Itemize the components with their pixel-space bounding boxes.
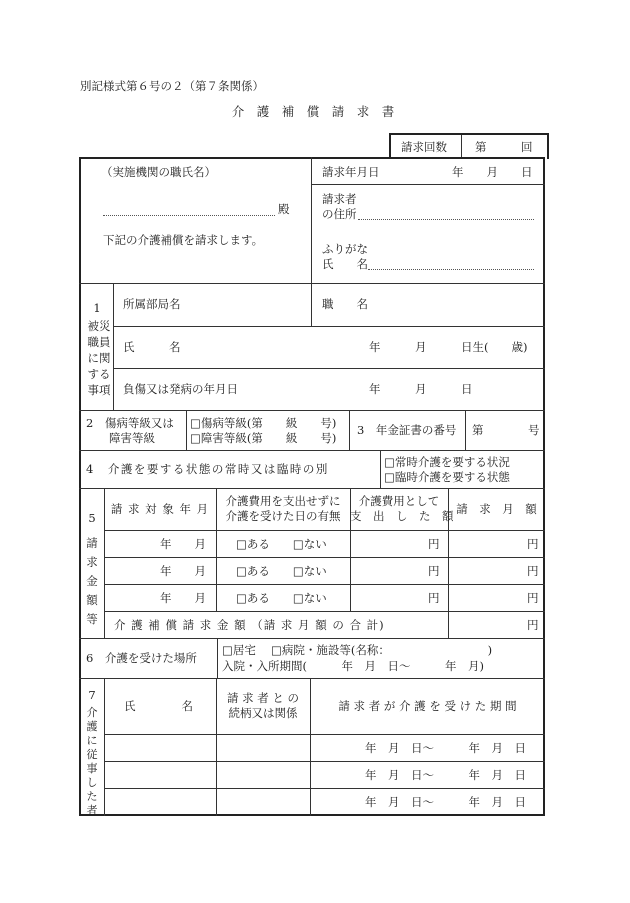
count-dai: 第 [475, 140, 487, 154]
total-unit: 円 [527, 618, 539, 632]
section7-label: 介護に従事した者 [86, 706, 98, 817]
row1-monthly-unit: 円 [527, 537, 539, 551]
row1-yesno[interactable]: □ある □ない [236, 537, 327, 551]
section7-num: 7 [88, 688, 96, 702]
count-box [389, 133, 549, 159]
caregiver-row3-period[interactable]: 年 月 日～ 年 月 日 [365, 795, 526, 809]
row2-ym[interactable]: 年 月 [160, 564, 206, 578]
claimant-name-line[interactable] [368, 269, 534, 270]
caregiver-row2-period[interactable]: 年 月 日～ 年 月 日 [365, 768, 526, 782]
col-nopay-1: 介護費用を支出せずに [225, 494, 341, 508]
care-place-line2[interactable]: 入院・入所期間( 年 月 日～ 年 月) [222, 659, 484, 673]
row2-paid-unit: 円 [428, 564, 440, 578]
form-number: 別記様式第６号の２（第７条関係） [80, 79, 264, 93]
request-date-ymd[interactable]: 年 月 日 [452, 165, 533, 179]
row3-yesno[interactable]: □ある □ない [236, 591, 327, 605]
pension-go: 号 [528, 423, 540, 437]
address-line[interactable] [358, 219, 534, 220]
victim-name-label: 氏 名 [123, 340, 181, 354]
care-place-label: 6 介護を受けた場所 [86, 651, 197, 665]
col-relation-2: 続柄又は関係 [228, 706, 298, 720]
col-monthly: 請 求 月 額 [456, 502, 537, 516]
col-caregiver-name: 氏 名 [124, 699, 193, 713]
constant-care-option[interactable]: □常時介護を要する状況 [384, 455, 510, 469]
dono-label: 殿 [278, 202, 290, 216]
count-kai: 回 [521, 140, 533, 154]
row3-monthly-unit: 円 [527, 591, 539, 605]
col-nopay-2: 介護を受けた日の有無 [225, 509, 341, 523]
address-label-1: 請求者 [322, 192, 357, 206]
col-paid-1: 介護費用として [358, 494, 440, 508]
row3-ym[interactable]: 年 月 [160, 591, 206, 605]
col-care-period: 請 求 者 が 介 護 を 受 け た 期 間 [338, 699, 517, 713]
col-target-month: 請 求 対 象 年 月 [110, 502, 210, 516]
caregiver-row1-period[interactable]: 年 月 日～ 年 月 日 [365, 741, 526, 755]
count-label: 請求回数 [401, 140, 447, 154]
col-relation-1: 請 求 者 と の [226, 691, 300, 705]
agency-name-label: （実施機関の職氏名） [101, 165, 216, 179]
form-title: 介 護 補 償 請 求 書 [231, 104, 395, 119]
row1-ym[interactable]: 年 月 [160, 537, 206, 551]
total-label: 介 護 補 償 請 求 金 額 （請 求 月 額 の 合 計) [114, 618, 385, 632]
row3-paid-unit: 円 [428, 591, 440, 605]
section5-label: 請求金額等 [86, 536, 98, 626]
claimant-name-label: 氏 名 [322, 257, 368, 271]
furigana-label: ふりがな [322, 242, 368, 256]
care-state-label: 4 介護を要する状態の常時又は臨時の別 [86, 462, 329, 476]
grade-label-2: 障害等級 [86, 431, 155, 445]
position-label: 職 名 [322, 297, 368, 311]
sickness-grade-option[interactable]: □傷病等級(第 級 号) [190, 416, 337, 430]
injury-date-label: 負傷又は発病の年月日 [123, 382, 238, 396]
birth-date-ymd[interactable]: 年 月 日生( 歳) [369, 340, 528, 354]
agency-name-line[interactable] [103, 215, 275, 216]
pension-dai: 第 [472, 423, 484, 437]
dept-label: 所属部局名 [123, 297, 181, 311]
section1-num: 1 [93, 301, 101, 315]
section5-num: 5 [88, 511, 96, 525]
injury-date-ymd[interactable]: 年 月 日 [369, 382, 473, 396]
disability-grade-option[interactable]: □障害等級(第 級 号) [190, 431, 337, 445]
form-frame [79, 157, 545, 816]
row1-paid-unit: 円 [428, 537, 440, 551]
col-paid-2: 支 出 し た 額 [350, 509, 454, 523]
row2-yesno[interactable]: □ある □ない [236, 564, 327, 578]
request-text: 下記の介護補償を請求します。 [103, 233, 264, 247]
row2-monthly-unit: 円 [527, 564, 539, 578]
temporary-care-option[interactable]: □臨時介護を要する状態 [384, 470, 510, 484]
care-place-line1[interactable]: □居宅 □病院・施設等(名称： ) [222, 643, 493, 657]
pension-number-label: 3 年金証書の番号 [357, 423, 457, 437]
section1-label: 被災職員に関する事項 [87, 319, 111, 397]
address-label-2: の住所 [322, 207, 357, 221]
grade-label-1: 2 傷病等級又は [86, 416, 174, 430]
request-date-label: 請求年月日 [322, 165, 380, 179]
